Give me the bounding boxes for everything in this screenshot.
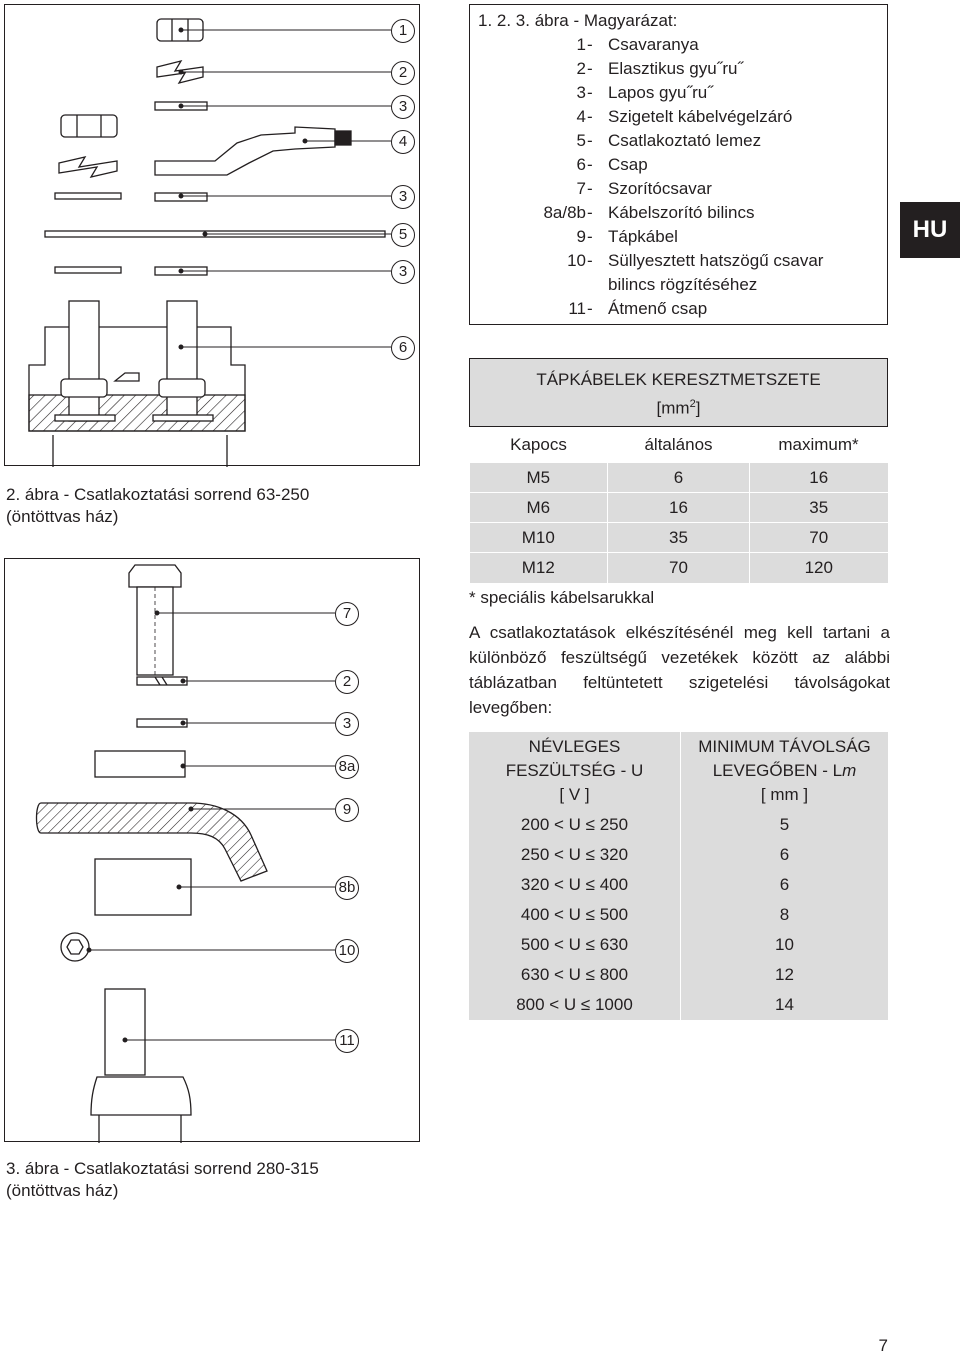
distance-table-row [469,960,888,990]
cable-table-row [470,463,888,493]
cable-table-cell: M5 [470,463,608,493]
legend-text: Csavaranya [608,35,699,54]
legend-code: 3 [576,83,586,102]
callout-5: 5 [391,223,415,247]
legend-dash: - [587,203,593,222]
legend-code: 8a/8b [543,203,586,222]
legend-text: bilincs rögzítéséhez [608,275,758,294]
legend-item [470,105,887,129]
cable-table-row [470,553,888,583]
cable-table-body [470,463,888,583]
cable-header-general: általános [644,434,713,454]
distance-table-row [469,900,888,930]
cable-table-title-text: TÁPKÁBELEK KERESZTMETSZETE [536,369,821,389]
cable-lug-icon [155,127,335,175]
legend-code: 6 [576,155,586,174]
distance-table [469,732,888,1020]
legend-item [470,225,887,249]
distance-table-cell: 320 < U ≤ 400 [469,870,681,900]
figure-3-svg [5,559,421,1143]
language-tab: HU [900,202,960,258]
legend-item [470,273,887,297]
figure-3-caption-line1: 3. ábra - Csatlakoztatási sorrend 280-315 [6,1159,319,1178]
legend-item [470,129,887,153]
voltage-header-line3: [ V ] [559,785,590,804]
cable-clamp-8a-icon [95,751,185,777]
distance-table-cell: 630 < U ≤ 800 [469,960,681,990]
distance-table-cell: 250 < U ≤ 320 [469,840,681,870]
legend-text: Süllyesztett hatszögű csavar [608,251,824,270]
distance-table-cell: 12 [681,960,889,990]
legend-text: Átmenő csap [608,299,708,318]
callout-4: 4 [391,130,415,154]
distance-table-cell: 8 [681,900,889,930]
page-number: 7 [878,1336,888,1355]
legend-item [470,177,887,201]
cable-table-row [470,493,888,523]
legend-item [470,249,887,273]
legend-dash: - [587,83,593,102]
voltage-header-line1: NÉVLEGES [528,737,621,756]
distance-table-cell: 400 < U ≤ 500 [469,900,681,930]
callout-8a: 8a [335,755,359,779]
legend-item [470,153,887,177]
distance-table-cell: 800 < U ≤ 1000 [469,990,681,1020]
legend-text: Csatlakoztató lemez [608,131,762,150]
legend-text: Szorítócsavar [608,179,712,198]
distance-table-cell: 500 < U ≤ 630 [469,930,681,960]
callout-6: 6 [391,336,415,360]
legend-dash: - [587,251,593,270]
legend-code: 5 [576,131,586,150]
figure-2-caption-line1: 2. ábra - Csatlakoztatási sorrend 63-250 [6,485,310,504]
distance-table-cell: 200 < U ≤ 250 [469,810,681,840]
legend-text: Elasztikus gyu˝ru˝ [608,59,744,78]
through-stud-icon [105,989,145,1075]
legend-dash: - [587,299,593,318]
cable-table-cell: 120 [750,553,888,583]
cable-table-cell: 70 [608,553,750,583]
legend-item [470,201,887,225]
insulation-paragraph: A csatlakoztatások elkészítésénél meg kell tartani a különböző feszültségű vezetékek között az alábbi táblázatban feltüntetett szigetelési távolságokat levegőben: [469,623,890,717]
figure-2-caption-line2: (öntöttvas ház) [6,507,119,526]
cable-table-unit: $[mm^2]$ [656,397,701,418]
distance-table-cell: 6 [681,840,889,870]
cable-table-cell: 35 [750,493,888,523]
clamp-screw-icon [129,565,181,587]
legend-dash: - [587,155,593,174]
cable-table-cell: 70 [750,523,888,553]
legend-code: 11 [568,299,586,318]
callout-10: 10 [335,939,359,963]
legend-box [469,4,888,325]
distance-table-row [469,990,888,1020]
cable-table-cell: 6 [608,463,750,493]
cable-table-cell: M6 [470,493,608,523]
callout-1: 1 [391,19,415,43]
callout-3: 3 [391,95,415,119]
legend-item [470,33,887,57]
cable-table-cell: 16 [608,493,750,523]
distance-table-body [469,810,888,1020]
legend-item [470,57,887,81]
cable-header-max: maximum* [778,434,859,454]
legend-dash: - [587,107,593,126]
distance-header-voltage [469,732,681,810]
legend-code: 4 [576,107,586,126]
voltage-header-line2: FESZÜLTSÉG - U [505,761,644,780]
figure-2-svg [5,5,421,467]
distance-header-min [681,732,889,810]
callout-11: 11 [335,1029,359,1053]
legend-dash: - [587,59,593,78]
callout-7: 7 [335,602,359,626]
cable-table-row [470,523,888,553]
cable-table-cell: 35 [608,523,750,553]
callout-9: 9 [335,798,359,822]
legend-code: 2 [576,59,586,78]
distance-table-cell: 14 [681,990,889,1020]
legend-text: Tápkábel [608,227,678,246]
distance-table-cell: 6 [681,870,889,900]
legend-item [470,81,887,105]
callout-3b: 3 [391,185,415,209]
legend-text: Lapos gyu˝ru˝ [608,83,713,102]
callout-3c: 3 [391,260,415,284]
legend-dash: - [587,179,593,198]
distance-table-cell: 10 [681,930,889,960]
callout-2-fig3: 2 [335,670,359,694]
legend-dash: - [587,131,593,150]
callout-2: 2 [391,61,415,85]
cable-header-terminal: Kapocs [510,434,567,454]
cable-footnote: * speciális kábelsarukkal [469,588,655,607]
legend-text: Kábelszorító bilincs [608,203,755,222]
legend-text: Szigetelt kábelvégelzáró [608,107,793,126]
distance-table-row [469,810,888,840]
min-header-line2: LEVEGŐBEN - Lm [712,761,857,780]
distance-table-row [469,840,888,870]
callout-8b: 8b [335,876,359,900]
distance-table-cell: 5 [681,810,889,840]
cable-section-table [469,358,888,583]
legend-code: 10 [567,251,586,270]
distance-table-row [469,870,888,900]
min-header-line1: MINIMUM TÁVOLSÁG [698,737,871,756]
legend-code: 1 [576,35,586,54]
cable-table-cell: M12 [470,553,608,583]
cable-table-title [470,359,888,427]
legend-dash: - [587,35,593,54]
figure-3-caption [6,1158,319,1202]
figure-2-caption [6,484,309,528]
legend-item [470,297,887,321]
figure-3-drawing [4,558,420,1142]
distance-table-row [469,930,888,960]
legend-code: 9 [576,227,586,246]
figure-3-caption-line2: (öntöttvas ház) [6,1181,119,1200]
cable-table-cell: M10 [470,523,608,553]
callout-3-fig3: 3 [335,712,359,736]
cable-table-cell: 16 [750,463,888,493]
legend-dash: - [587,227,593,246]
legend-heading: 1. 2. 3. ábra - Magyarázat: [478,11,678,30]
legend-text: Csap [608,155,648,174]
legend-code: 7 [576,179,586,198]
min-header-line3: [ mm ] [760,785,809,804]
figure-2-drawing [4,4,420,466]
